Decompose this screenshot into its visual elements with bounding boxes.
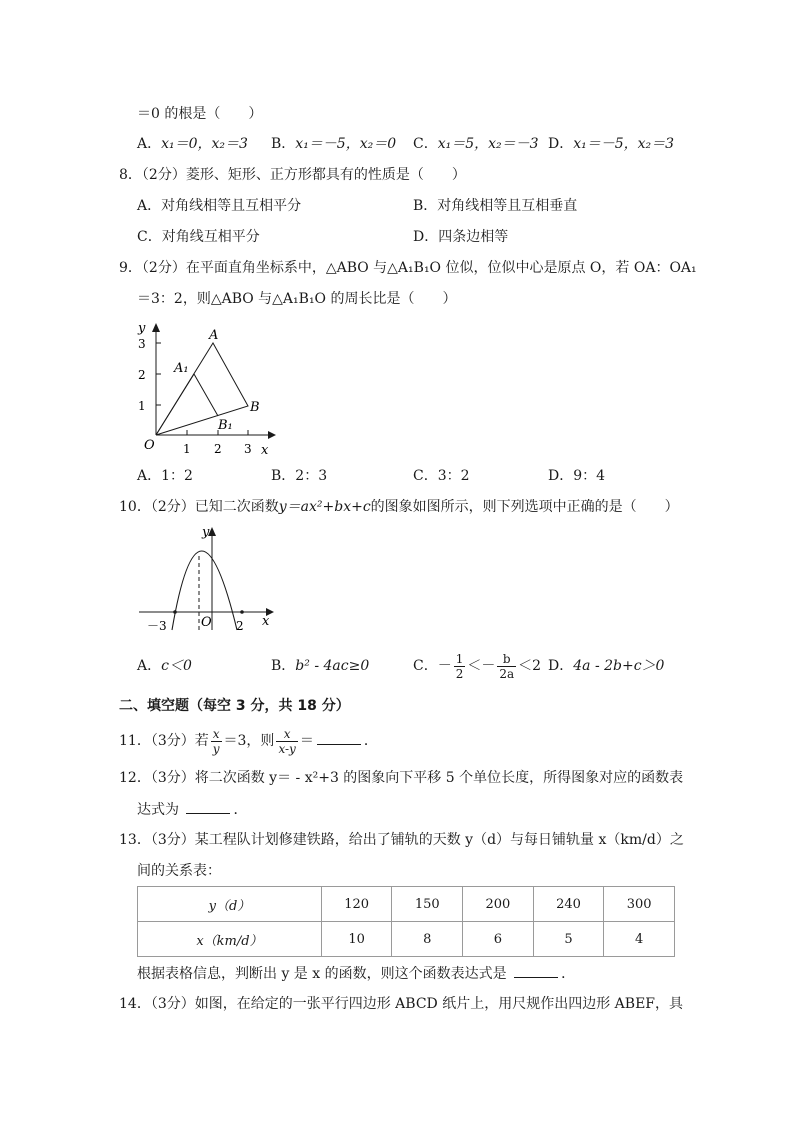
table-cell: 240	[533, 887, 604, 922]
q7-stem-tail: ＝0 的根是（ ）	[137, 106, 263, 122]
q13-answer-blank[interactable]	[514, 963, 558, 978]
table-cell: 300	[604, 887, 675, 922]
table-cell: 120	[321, 887, 392, 922]
q9-y-label: y	[138, 321, 146, 336]
section-2-title: 二、填空题（每空 3 分，共 18 分）	[119, 698, 350, 714]
q13-after-table: 根据表格信息，判断出 y 是 x 的函数，则这个函数表达式是 ．	[137, 963, 575, 984]
q9-point-B1: B₁	[218, 418, 233, 433]
q10-option-d[interactable]: D．4a - 2b+c＞0	[548, 658, 665, 674]
q13-stem-line1: 13．（3分）某工程队计划修建铁路，给出了铺轨的天数 y（d）与每日铺轨量 x（km/d）之	[119, 832, 684, 848]
q9-point-B: B	[250, 400, 260, 415]
q10-left-root-point	[173, 610, 177, 614]
q10-y-label: y	[202, 525, 210, 540]
q13-stem-line2: 间的关系表：	[137, 863, 221, 879]
q9-option-c[interactable]: C．3：2	[413, 468, 470, 484]
q8-option-a[interactable]: A．对角线相等且互相平分	[137, 198, 302, 214]
q8-stem: 8．（2分）菱形、矩形、正方形都具有的性质是（ ）	[119, 167, 466, 183]
q9-tick-y2: 2	[138, 368, 146, 382]
q10-formula: y＝ax²+bx+c	[278, 499, 371, 515]
q10-x-label: x	[262, 614, 270, 629]
q10-right-root-point	[240, 610, 244, 614]
q12-stem-line1: 12．（3分）将二次函数 y＝ - x²+3 的图象向下平移 5 个单位长度，所得图象对应的函数表	[119, 770, 684, 786]
q9-origin-label: O	[144, 438, 155, 453]
q10-origin-label: O	[201, 615, 212, 630]
table-cell: 10	[321, 922, 392, 957]
q9-x-axis-arrow	[268, 431, 276, 439]
table-cell: 6	[463, 922, 534, 957]
q9-option-a[interactable]: A．1：2	[137, 468, 193, 484]
table-cell: 150	[392, 887, 463, 922]
q7-option-a[interactable]: A．x₁＝0，x₂＝3	[137, 136, 248, 152]
q9-x-label: x	[261, 443, 269, 458]
q12-stem-line2: 达式为 ．	[137, 799, 247, 820]
q8-option-c[interactable]: C．对角线互相平分	[137, 229, 260, 245]
q9-y-axis-arrow	[152, 323, 160, 332]
q10-stem: 10．（2分）已知二次函数y＝ax²+bx+c的图象如图所示，则下列选项中正确的是（ ）	[119, 499, 679, 515]
q9-stem-line1: 9．（2分）在平面直角坐标系中，△ABO 与△A₁B₁O 位似，位似中心是原点 O，若 OA：OA₁	[119, 260, 697, 276]
q10-option-c[interactable]: C．－ $\frac{1}{2}$ ＜－ $\frac{b}{2a}$ ＜2	[413, 651, 542, 681]
q8-option-b[interactable]: B．对角线相等且互相垂直	[413, 198, 578, 214]
q10-parabola-figure	[135, 522, 280, 637]
q13-row-label-x: x（km/d）	[138, 922, 322, 957]
q10-option-a[interactable]: A．c＜0	[137, 658, 192, 674]
q8-option-d[interactable]: D．四条边相等	[413, 229, 509, 245]
table-cell: 200	[463, 887, 534, 922]
q11-stem: 11．（3分）若 $\frac{x}{y}$ ＝3，则 $\frac{x}{x-y}$ ＝ ．	[119, 726, 378, 756]
q9-option-d[interactable]: D．9：4	[548, 468, 606, 484]
q7-option-d[interactable]: D．x₁＝－5，x₂＝3	[548, 136, 675, 152]
q13-data-table	[137, 886, 675, 957]
q9-coordinate-figure	[130, 318, 280, 460]
q9-stem-line2: ＝3：2，则△ABO 与△A₁B₁O 的周长比是（ ）	[137, 291, 457, 307]
q9-tick-x3: 3	[244, 442, 252, 456]
q9-tick-x1: 1	[183, 442, 191, 456]
q9-tick-y3: 3	[138, 337, 146, 351]
q13-row-label-y: y（d）	[138, 887, 322, 922]
table-cell: 4	[604, 922, 675, 957]
q9-point-A1: A₁	[174, 361, 189, 376]
q14-stem-line1: 14．（3分）如图，在给定的一张平行四边形 ABCD 纸片上，用尺规作出四边形 ABEF，具	[119, 996, 683, 1012]
q9-point-A: A	[209, 328, 219, 343]
q10-right-root-label: 2	[236, 619, 244, 633]
q10-option-c-frac2: $\frac{b}{2a}$	[499, 651, 515, 681]
q12-answer-blank[interactable]	[186, 799, 230, 814]
q9-triangle-A1B1O	[156, 374, 218, 435]
table-cell: 5	[533, 922, 604, 957]
q7-option-c[interactable]: C．x₁＝5，x₂＝－3	[413, 136, 539, 152]
q10-option-c-frac1: $\frac{1}{2}$	[455, 651, 464, 681]
q10-left-root-label: －3	[147, 619, 167, 633]
table-row	[138, 887, 675, 922]
q11-frac2: $\frac{x}{x-y}$	[278, 726, 296, 756]
q11-answer-blank[interactable]	[317, 730, 361, 745]
q11-frac1: $\frac{x}{y}$	[212, 726, 220, 756]
table-row	[138, 922, 675, 957]
q9-tick-x2: 2	[214, 442, 222, 456]
q9-tick-y1: 1	[138, 399, 146, 413]
q9-option-b[interactable]: B．2：3	[271, 468, 328, 484]
table-cell: 8	[392, 922, 463, 957]
q10-option-b[interactable]: B．b² - 4ac≥0	[271, 658, 370, 674]
q7-option-b[interactable]: B．x₁＝－5，x₂＝0	[271, 136, 397, 152]
